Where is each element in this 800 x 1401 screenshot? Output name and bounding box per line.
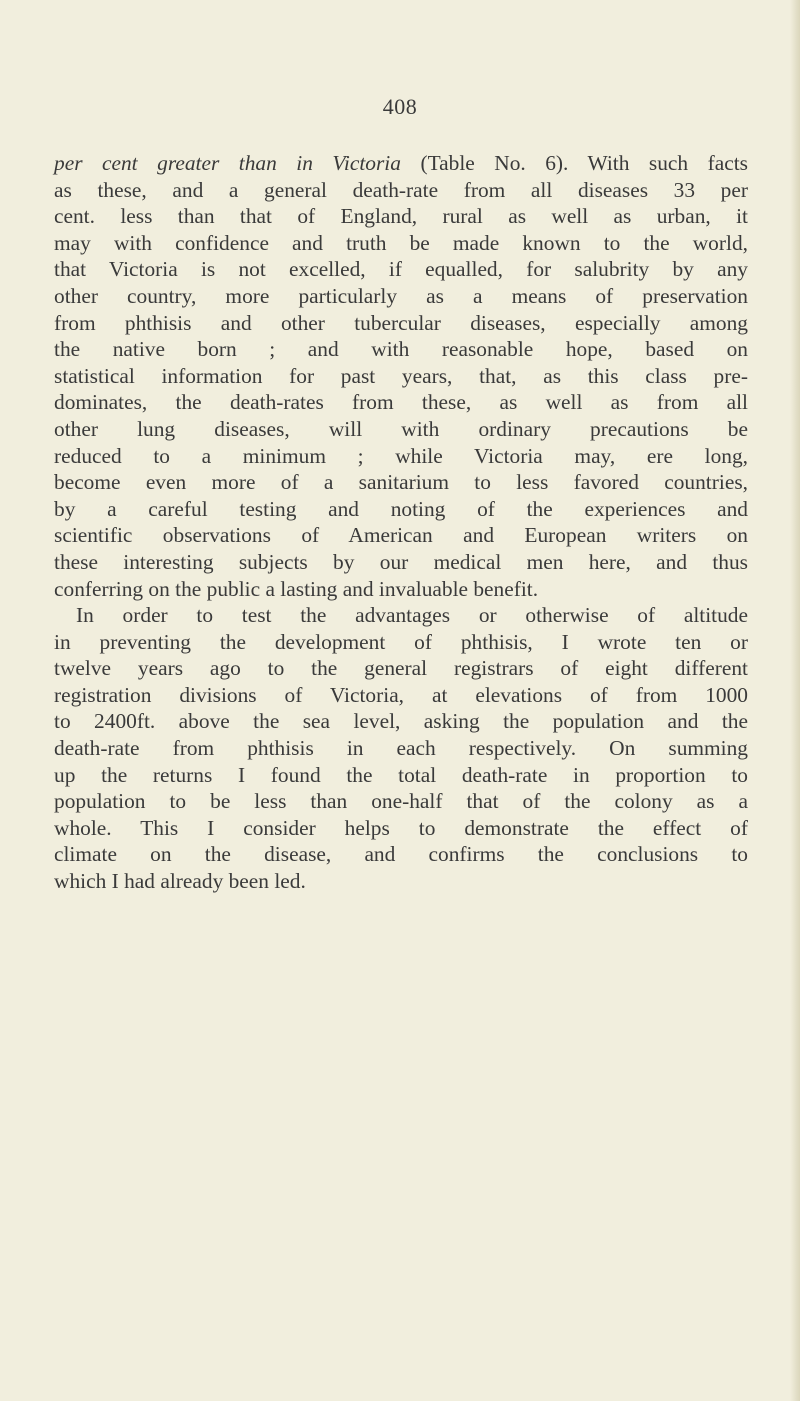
text-line: the native born ; and with reasonable hope, based on (54, 337, 748, 362)
text-line: statistical information for past years, that, as this class pre- (54, 363, 748, 388)
italic-phrase: per cent greater than in Victoria (54, 151, 401, 175)
text-line: twelve years ago to the general registrars of eight different (54, 656, 748, 681)
text-line: conferring on the public a lasting and invaluable benefit. (54, 576, 539, 601)
text-line: these interesting subjects by our medical men here, and thus (54, 549, 748, 574)
text-line: may with confidence and truth be made known to the world, (54, 230, 748, 255)
text-line: that Victoria is not excelled, if equalled, for salubrity by any (54, 257, 748, 282)
text-line: reduced to a minimum ; while Victoria may, ere long, (54, 443, 748, 468)
text-line: in preventing the development of phthisis, I wrote ten or (54, 629, 748, 654)
text-line: by a careful testing and noting of the experiences and (54, 496, 748, 521)
text-line: from phthisis and other tubercular diseases, especially among (54, 310, 748, 335)
text-line: death-rate from phthisis in each respectively. On summing (54, 736, 748, 761)
text-line: as these, and a general death-rate from all diseases 33 per (54, 177, 748, 202)
text-line: per cent greater than in Victoria (Table No. 6). With such facts (54, 151, 748, 175)
text-line: whole. This I consider helps to demonstrate the effect of (54, 815, 748, 840)
text-line: dominates, the death-rates from these, as well as from all (54, 390, 748, 415)
text-line: become even more of a sanitarium to less favored countries, (54, 470, 748, 495)
page-number: 408 (382, 94, 418, 119)
text-line: registration divisions of Victoria, at elevations of from 1000 (54, 682, 748, 707)
page-edge-shadow (790, 0, 800, 1401)
text-line: population to be less than one-half that of the colony as a (54, 789, 748, 814)
text-line: to 2400ft. above the sea level, asking the population and the (54, 709, 748, 734)
text-line: cent. less than that of England, rural as well as urban, it (54, 204, 748, 229)
text-line: other lung diseases, will with ordinary precautions be (54, 416, 748, 441)
text-line: In order to test the advantages or otherwise of altitude (76, 603, 748, 628)
body-text (54, 150, 748, 895)
text-line: up the returns I found the total death-rate in proportion to (54, 762, 748, 787)
text-line: climate on the disease, and confirms the conclusions to (54, 842, 748, 867)
text-line: which I had already been led. (54, 869, 306, 894)
text-line: scientific observations of American and European writers on (54, 523, 748, 548)
text-line: other country, more particularly as a means of preservation (54, 283, 748, 308)
